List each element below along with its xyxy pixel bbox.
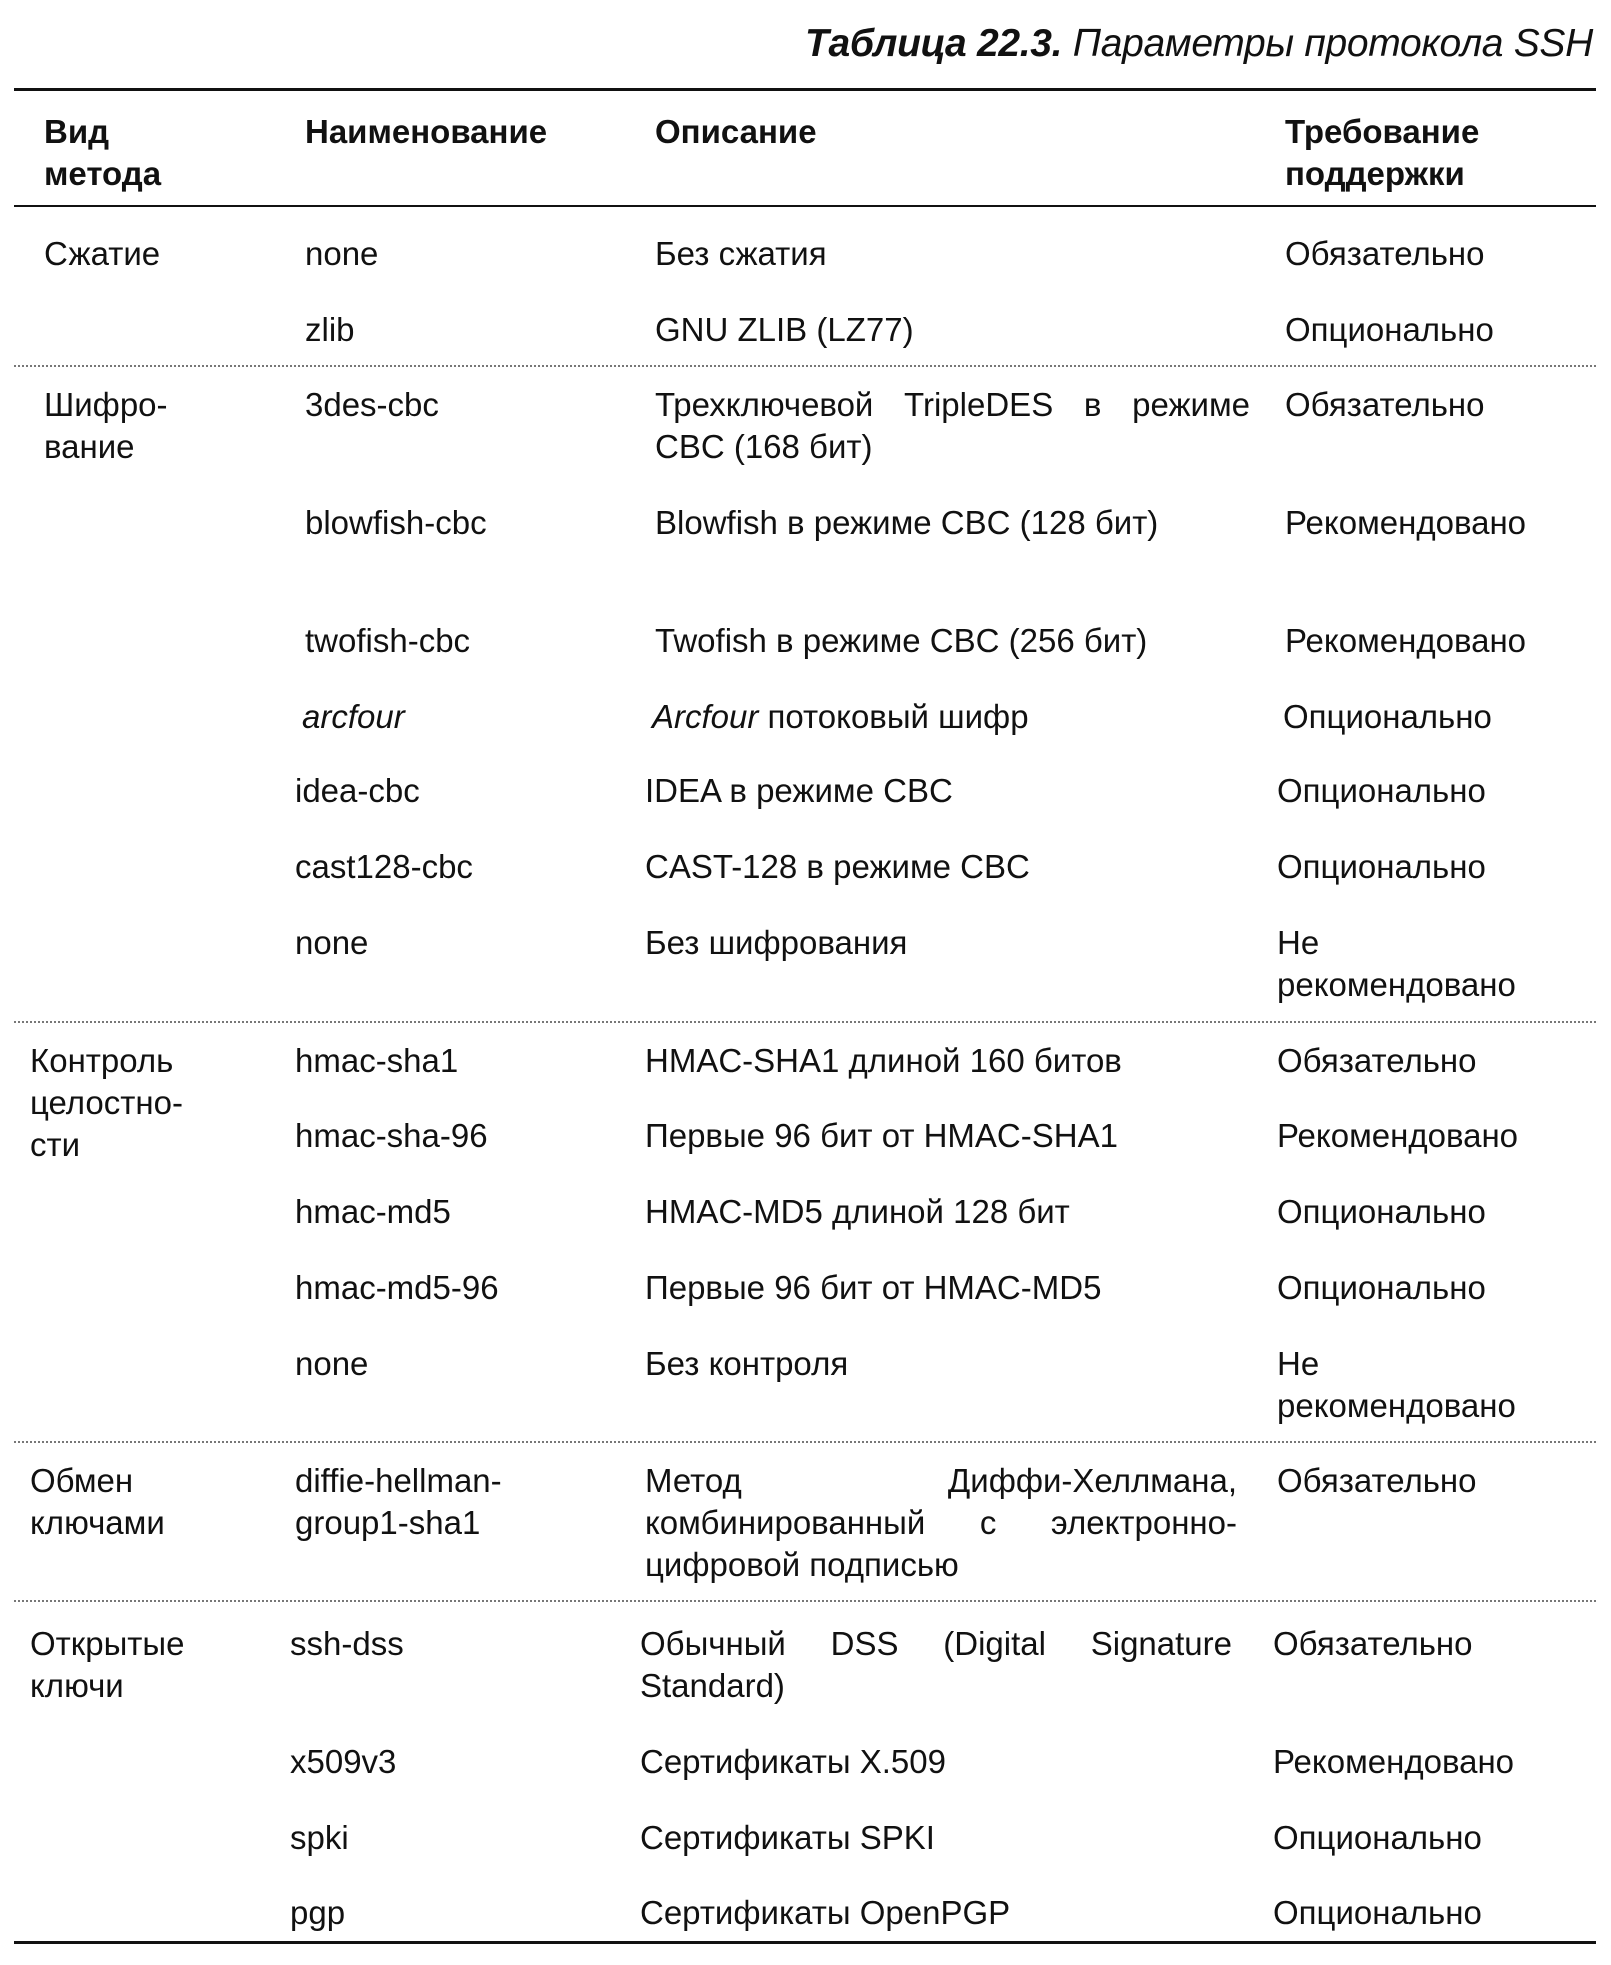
header-rule [14, 205, 1596, 207]
bottom-rule [14, 1941, 1596, 1944]
row-name: none [295, 924, 369, 961]
header-name-text: Наименование [305, 113, 548, 150]
row-desc: Без сжатия [655, 235, 827, 272]
row-req: Обязательно [1277, 1042, 1477, 1079]
category-integrity [30, 1040, 240, 1166]
row-desc: Сертификаты X.509 [640, 1743, 946, 1780]
row-desc: Первые 96 бит от HMAC-SHA1 [645, 1117, 1118, 1154]
header-support-line1: Требование [1285, 113, 1480, 150]
category-line: Контроль [30, 1042, 174, 1079]
row-desc: Без шифрования [645, 924, 908, 961]
table-title: Параметры протокола SSH [1072, 22, 1593, 65]
row-desc: GNU ZLIB (LZ77) [655, 311, 914, 348]
category-compression [44, 233, 254, 275]
row-name: cast128-cbc [295, 848, 473, 885]
row-desc: IDEA в режиме CBC [645, 772, 953, 809]
category-line: Обмен [30, 1462, 134, 1499]
row-req: Рекомендовано [1273, 1743, 1515, 1780]
row-req: Опционально [1283, 698, 1492, 735]
row-req: Опционально [1285, 311, 1494, 348]
row-desc [652, 696, 1029, 738]
header-description [655, 111, 817, 153]
top-rule [14, 88, 1596, 91]
row-req: Опционально [1277, 1193, 1486, 1230]
row-req: Опционально [1277, 848, 1486, 885]
row-name: idea-cbc [295, 772, 420, 809]
category-line: ключи [30, 1667, 124, 1704]
row-desc: Twofish в режиме CBC (256 бит) [655, 622, 1148, 659]
row-name: none [295, 1345, 369, 1382]
header-method-type [44, 111, 161, 195]
row-req: Опционально [1273, 1819, 1482, 1856]
row-desc: Blowfish в режиме CBC (128 бит) [655, 504, 1159, 541]
row-req: Обязательно [1273, 1625, 1473, 1662]
section-divider [14, 1021, 1596, 1023]
row-req: Рекомендовано [1285, 504, 1527, 541]
row-req: Опционально [1277, 772, 1486, 809]
row-name: blowfish-cbc [305, 504, 487, 541]
header-method-type-line1: Вид [44, 113, 110, 150]
row-req: Опционально [1277, 1269, 1486, 1306]
row-name: ssh-dss [290, 1625, 404, 1662]
row-name: twofish-cbc [305, 622, 471, 659]
category-line: целостно- [30, 1084, 183, 1121]
row-req: Обязательно [1277, 1462, 1477, 1499]
row-desc-rest: потоковый шифр [758, 698, 1029, 735]
category-public-keys [30, 1623, 240, 1707]
row-desc: Без контроля [645, 1345, 849, 1382]
row-name: none [305, 235, 379, 272]
row-name: spki [290, 1819, 349, 1856]
row-desc: Первые 96 бит от HMAC-MD5 [645, 1269, 1102, 1306]
category-line: ключами [30, 1504, 165, 1541]
category-line: Сжатие [44, 235, 161, 272]
section-divider [14, 365, 1596, 367]
row-desc-italic: Arcfour [652, 698, 759, 735]
row-name: hmac-md5 [295, 1193, 451, 1230]
row-req: Не рекомендовано [1277, 924, 1516, 1003]
row-req: Не рекомендовано [1277, 1345, 1516, 1424]
category-line: вание [44, 428, 135, 465]
category-line: сти [30, 1126, 81, 1163]
header-name [305, 111, 547, 153]
header-method-type-line2: метода [44, 155, 162, 192]
row-desc: CAST-128 в режиме CBC [645, 848, 1030, 885]
category-encryption [44, 384, 254, 468]
row-req: Рекомендовано [1285, 622, 1527, 659]
row-desc: HMAC-MD5 длиной 128 бит [645, 1193, 1070, 1230]
section-divider [14, 1600, 1596, 1602]
row-req: Обязательно [1285, 235, 1485, 272]
row-name: hmac-sha1 [295, 1042, 459, 1079]
row-desc: Обычный DSS (Digital Signature Standard) [640, 1625, 1232, 1704]
row-desc: Сертификаты SPKI [640, 1819, 935, 1856]
row-name: zlib [305, 311, 355, 348]
category-key-exchange [30, 1460, 240, 1544]
table-caption [805, 22, 1593, 66]
row-name: hmac-md5-96 [295, 1269, 499, 1306]
row-desc: Метод Диффи-Хеллмана, комбинированный с электронно-цифровой подписью [645, 1462, 1237, 1583]
row-name: 3des-cbc [305, 386, 439, 423]
row-req: Рекомендовано [1277, 1117, 1519, 1154]
category-line: Открытые [30, 1625, 185, 1662]
row-req: Обязательно [1285, 386, 1485, 423]
row-name: pgp [290, 1894, 346, 1931]
header-support [1285, 111, 1479, 195]
row-name: diffie-hellman-group1-sha1 [295, 1462, 502, 1541]
section-divider [14, 1441, 1596, 1443]
header-description-text: Описание [655, 113, 817, 150]
header-support-line2: поддержки [1285, 155, 1465, 192]
row-name: arcfour [302, 698, 405, 735]
row-req: Опционально [1273, 1894, 1482, 1931]
table-number: Таблица 22.3. [804, 22, 1063, 65]
row-desc: HMAC-SHA1 длиной 160 битов [645, 1042, 1122, 1079]
row-name: hmac-sha-96 [295, 1117, 488, 1154]
row-desc: Сертификаты OpenPGP [640, 1894, 1011, 1931]
row-desc: Трехключевой TripleDES в режиме CBC (168 бит) [655, 386, 1250, 465]
category-line: Шифро- [44, 386, 168, 423]
row-name: x509v3 [290, 1743, 397, 1780]
